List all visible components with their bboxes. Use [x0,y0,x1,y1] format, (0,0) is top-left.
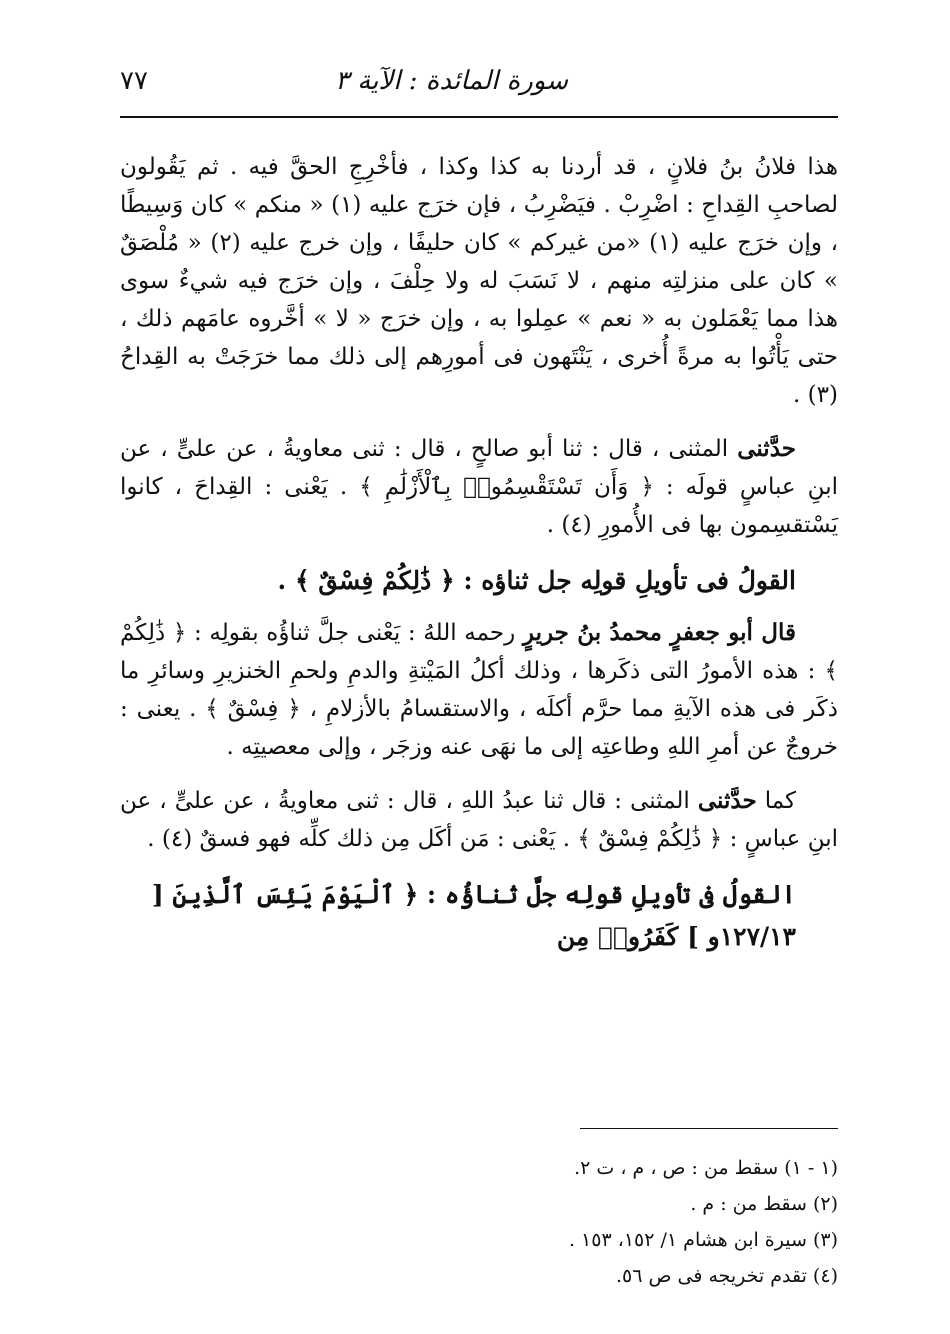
paragraph-4-pre: كما [756,788,796,814]
paragraph-1 [120,148,838,414]
page-body [120,148,838,970]
paragraph-4-lead: حدَّثنى [697,787,757,814]
paragraph-2 [120,430,838,544]
page-header [120,60,838,112]
footnote-2: (٢) سقط من : م . [690,1193,838,1215]
footnote-3: (٣) سيرة ابن هشام ١/ ١٥٢، ١٥٣ . [568,1229,838,1251]
footnote-list [120,1150,838,1294]
header-rule [120,116,838,118]
section-heading-1: القولُ فى تأويلِ قولِه جل ثناؤه : ﴿ ذَٰلِكُمْ فِسْقٌ ﴾ . [277,566,796,595]
paragraph-1-text: هذا فلانُ بنُ فلانٍ ، قد أردنا به كذا وكذا ، فأخْرِجِ الحقَّ فيه . ثم يَقُولون لصاحبِ القِداحِ : اضْرِبْ . فيَضْرِبُ ، فإن خرَج عليه (١) « منكم » كان وَسِيطًا ، وإن خرَج عليه (١) «من غيركم » كان حليفًا ، وإن خرج عليه (٢) « مُلْصَقٌ » كان على منزلتِه منهم ، لا نَسَبَ له ولا حِلْفَ ، وإن خرَج فيه شيءٌ سوى هذا مما يَعْمَلون به « نعم » عمِلوا به ، وإن خرَج « لا » أخَّروه عامَهم ذلك ، حتى يَأْتُوا به مرةً أُخرى ، يَنْتَهون فى أمورِهم إلى ذلك مما خرَجَتْ به القِداحُ (٣) . [120,154,838,408]
footnote-4: (٤) تقدم تخريجه فى ص ٥٦. [615,1265,838,1287]
section-heading-2: القولُ فى تأويلِ قولِه جلَّ ثناؤُه : ﴿ ٱلْيَوْمَ يَئِسَ ٱلَّذِينَ [ ١٢٧/١٣و ] كَفَرُوا۟ مِن [151,880,796,951]
paragraph-2-lead: حدَّثنى [737,435,796,462]
footnote-1: (١ - ١) سقط من : ص ، م ، ت ٢. [574,1157,838,1179]
running-title: سورة المائدة : الآية ٣ [334,66,568,96]
paragraph-4-text: المثنى : قال ثنا عبدُ اللهِ ، قال : ثنى معاويةُ ، عن علىٍّ ، عن ابنِ عباسٍ : ﴿ ذَٰلِكُمْ فِسْقٌ ﴾ . يَعْنى : مَن أكَل مِن ذلك كلِّه فهو فسقٌ (٤) . [120,788,838,852]
book-page [120,60,838,1300]
paragraph-4 [120,782,838,858]
paragraph-3-lead: قال أبو جعفرٍ محمدُ بنُ جريرٍ [522,619,796,646]
paragraph-3-text: رحمه اللهُ : يَعْنى جلَّ ثناؤُه بقولِه : ﴿ ذَٰلِكُمْ ﴾ : هذه الأمورُ التى ذكَرها ، وذلك أكلُ المَيْتةِ والدمِ ولحمِ الخنزيرِ وسائرِ ما ذكَر فى هذه الآيةِ مما حرَّم أكلَه ، والاستقسامُ بالأزلامِ ، ﴿ فِسْقٌ ﴾ . يعنى : خروجٌ عن أمرِ اللهِ وطاعتِه إلى ما نهَى عنه وزجَر ، وإلى معصيتِه . [120,620,838,760]
page-number: ٧٧ [120,66,148,96]
footnote-rule [580,1128,838,1129]
paragraph-2-text: المثنى ، قال : ثنا أبو صالحٍ ، قال : ثنى معاويةُ ، عن علىٍّ ، عن ابنِ عباسٍ قولَه : ﴿ وَأَن تَسْتَقْسِمُوا۟ بِٱلْأَزْلَٰمِ ﴾ . يَعْنى : القِداحَ ، كانوا يَسْتقسِمون بها فى الأُمورِ (٤) . [120,436,838,538]
paragraph-3 [120,614,838,766]
